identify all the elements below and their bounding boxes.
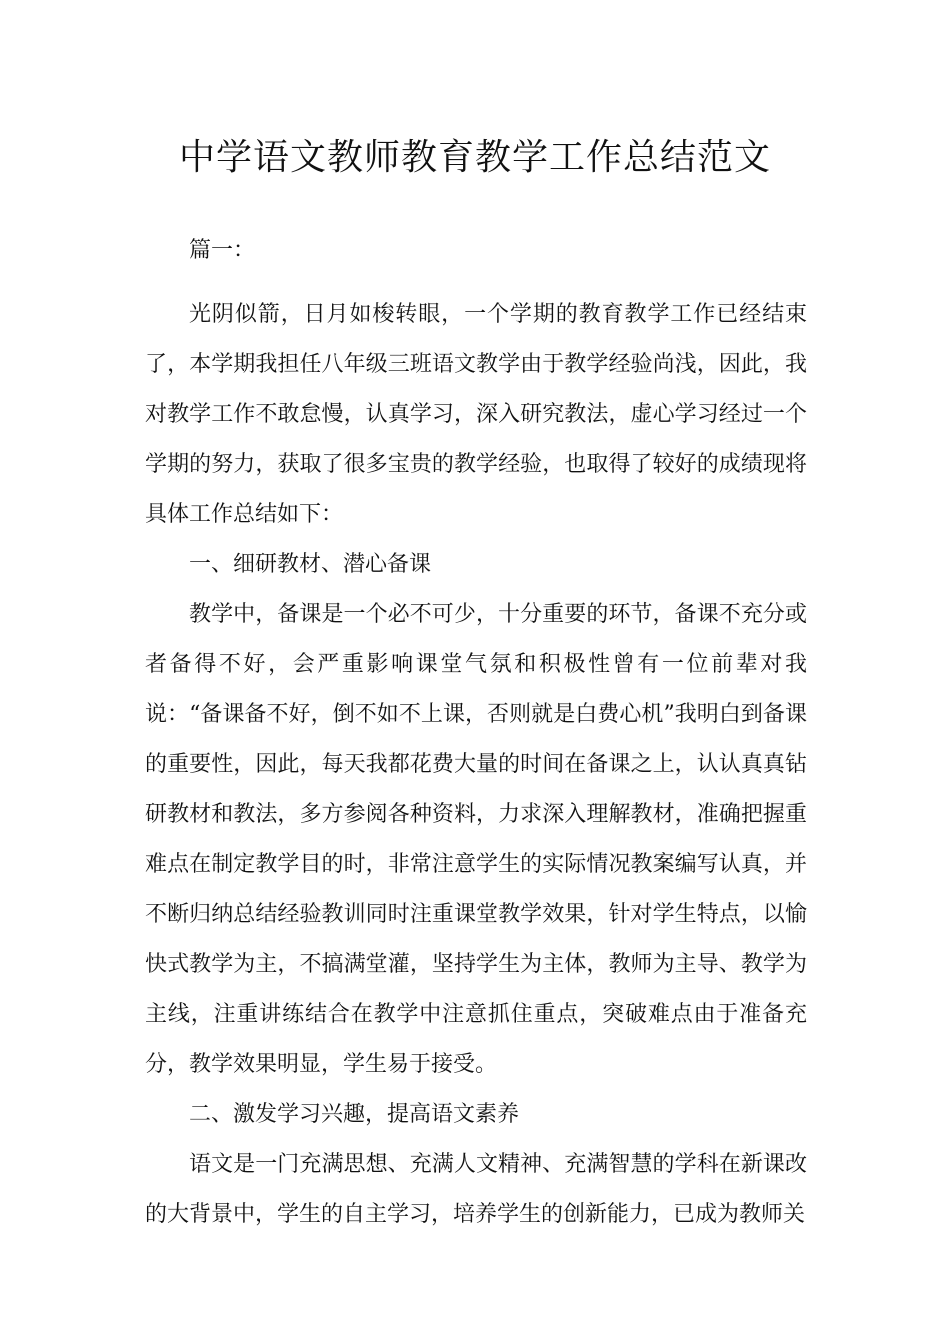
section-1-paragraph: 教学中，备课是一个必不可少，十分重要的环节，备课不充分或者备得不好，会严重影响课堂气氛和积极性曾有一位前辈对我说：“备课备不好，倒不如不上课，否则就是白费心机”我明白到备课的重要性，因此，每天我都花费大量的时间在备课之上，认认真真钻研教材和教法，多方参阅各种资料，力求深入理解教材，准确把握重难点在制定教学目的时，非常注意学生的实际情况教案编写认真，并不断归纳总结经验教训同时注重课堂教学效果，针对学生特点，以愉快式教学为主，不搞满堂灌，坚持学生为主体，教师为主导、教学为主线，注重讲练结合在教学中注意抓住重点，突破难点由于准备充分，教学效果明显，学生易于接受。	[145, 602, 807, 1077]
part-label: 篇一：	[189, 238, 256, 263]
spacer	[145, 276, 807, 290]
section-heading-2: 二、激发学习兴趣，提高语文素养	[189, 1102, 520, 1127]
intro-paragraph: 光阴似箭，日月如梭转眼，一个学期的教育教学工作已经结束了，本学期我担任八年级三班语文教学由于教学经验尚浅，因此，我对教学工作不敢怠慢，认真学习，深入研究教法，虚心学习经过一个学期的努力，获取了很多宝贵的教学经验，也取得了较好的成绩现将具体工作总结如下：	[145, 302, 807, 527]
document-body	[145, 226, 807, 1240]
section-heading-1: 一、细研教材、潜心备课	[189, 552, 432, 577]
section-2-paragraph: 语文是一门充满思想、充满人文精神、充满智慧的学科在新课改的大背景中，学生的自主学习，培养学生的创新能力，已成为教师关	[145, 1152, 807, 1227]
document-title: 中学语文教师教育教学工作总结范文	[178, 137, 771, 178]
